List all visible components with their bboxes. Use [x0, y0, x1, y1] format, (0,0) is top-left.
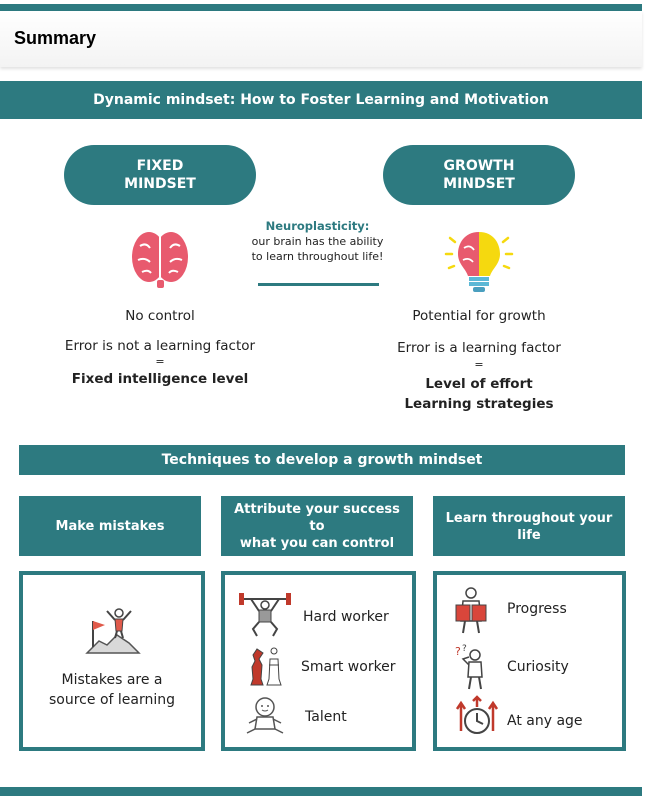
- any-age-label: At any age: [507, 713, 583, 729]
- learn-lifelong-box: [433, 571, 626, 751]
- mistakes-text-line2: source of learning: [49, 692, 175, 708]
- neuroplasticity-divider: [258, 283, 379, 286]
- fixed-pill-line2: MINDSET: [124, 176, 196, 192]
- bottom-accent-bar: [0, 787, 642, 796]
- page-header: [0, 11, 642, 67]
- growth-result-line2: Learning strategies: [404, 396, 554, 412]
- neuroplasticity-line2: to learn throughout life!: [251, 250, 384, 263]
- growth-pill-line2: MINDSET: [443, 176, 515, 192]
- lightbulb-brain-icon: [444, 226, 514, 296]
- main-banner: Dynamic mindset: How to Foster Learning and Motivation: [0, 81, 642, 119]
- svg-text:?: ?: [455, 645, 461, 658]
- neuroplasticity-note: [245, 219, 390, 264]
- attribute-header-line1: Attribute your success to: [234, 501, 400, 534]
- smart-worker-label: Smart worker: [301, 659, 396, 675]
- page-title: Summary: [14, 28, 97, 48]
- techniques-banner: Techniques to develop a growth mindset: [19, 445, 625, 475]
- brain-icon: [130, 228, 190, 290]
- make-mistakes-header: Make mistakes: [19, 496, 201, 556]
- chess-icon: [245, 645, 285, 687]
- summit-flag-icon: [85, 605, 141, 655]
- curiosity-label: Curiosity: [507, 659, 569, 675]
- growth-equals: =: [474, 358, 484, 371]
- thinker-icon: [453, 643, 493, 691]
- growth-control-text: Potential for growth: [412, 308, 546, 324]
- growth-result-line1: Level of effort: [425, 376, 533, 392]
- clock-arrows-icon: [455, 695, 499, 741]
- baby-icon: [243, 695, 287, 737]
- hard-worker-label: Hard worker: [303, 609, 389, 625]
- fixed-equals: =: [155, 355, 165, 368]
- mistakes-text-line1: Mistakes are a: [61, 672, 163, 688]
- growth-pill-line1: GROWTH: [443, 158, 515, 174]
- neuroplasticity-line1: our brain has the ability: [251, 235, 384, 248]
- svg-text:?: ?: [462, 644, 467, 654]
- weightlifter-icon: [237, 591, 293, 637]
- fixed-mindset-pill: [64, 145, 256, 205]
- learn-lifelong-header: Learn throughout your life: [433, 496, 625, 556]
- reader-icon: [451, 587, 491, 635]
- fixed-result-text: Fixed intelligence level: [71, 371, 249, 387]
- fixed-error-text: Error is not a learning factor: [64, 338, 256, 354]
- attribute-success-header: [221, 496, 413, 556]
- growth-error-text: Error is a learning factor: [397, 340, 561, 356]
- fixed-pill-line1: FIXED: [136, 158, 184, 174]
- neuroplasticity-title: Neuroplasticity:: [265, 219, 370, 233]
- make-mistakes-box: [19, 571, 205, 751]
- progress-label: Progress: [507, 601, 567, 617]
- top-accent-bar: [0, 4, 642, 11]
- fixed-control-text: No control: [125, 308, 195, 324]
- talent-label: Talent: [305, 709, 347, 725]
- attribute-success-box: [221, 571, 416, 751]
- attribute-header-line2: what you can control: [239, 535, 395, 551]
- growth-mindset-pill: [383, 145, 575, 205]
